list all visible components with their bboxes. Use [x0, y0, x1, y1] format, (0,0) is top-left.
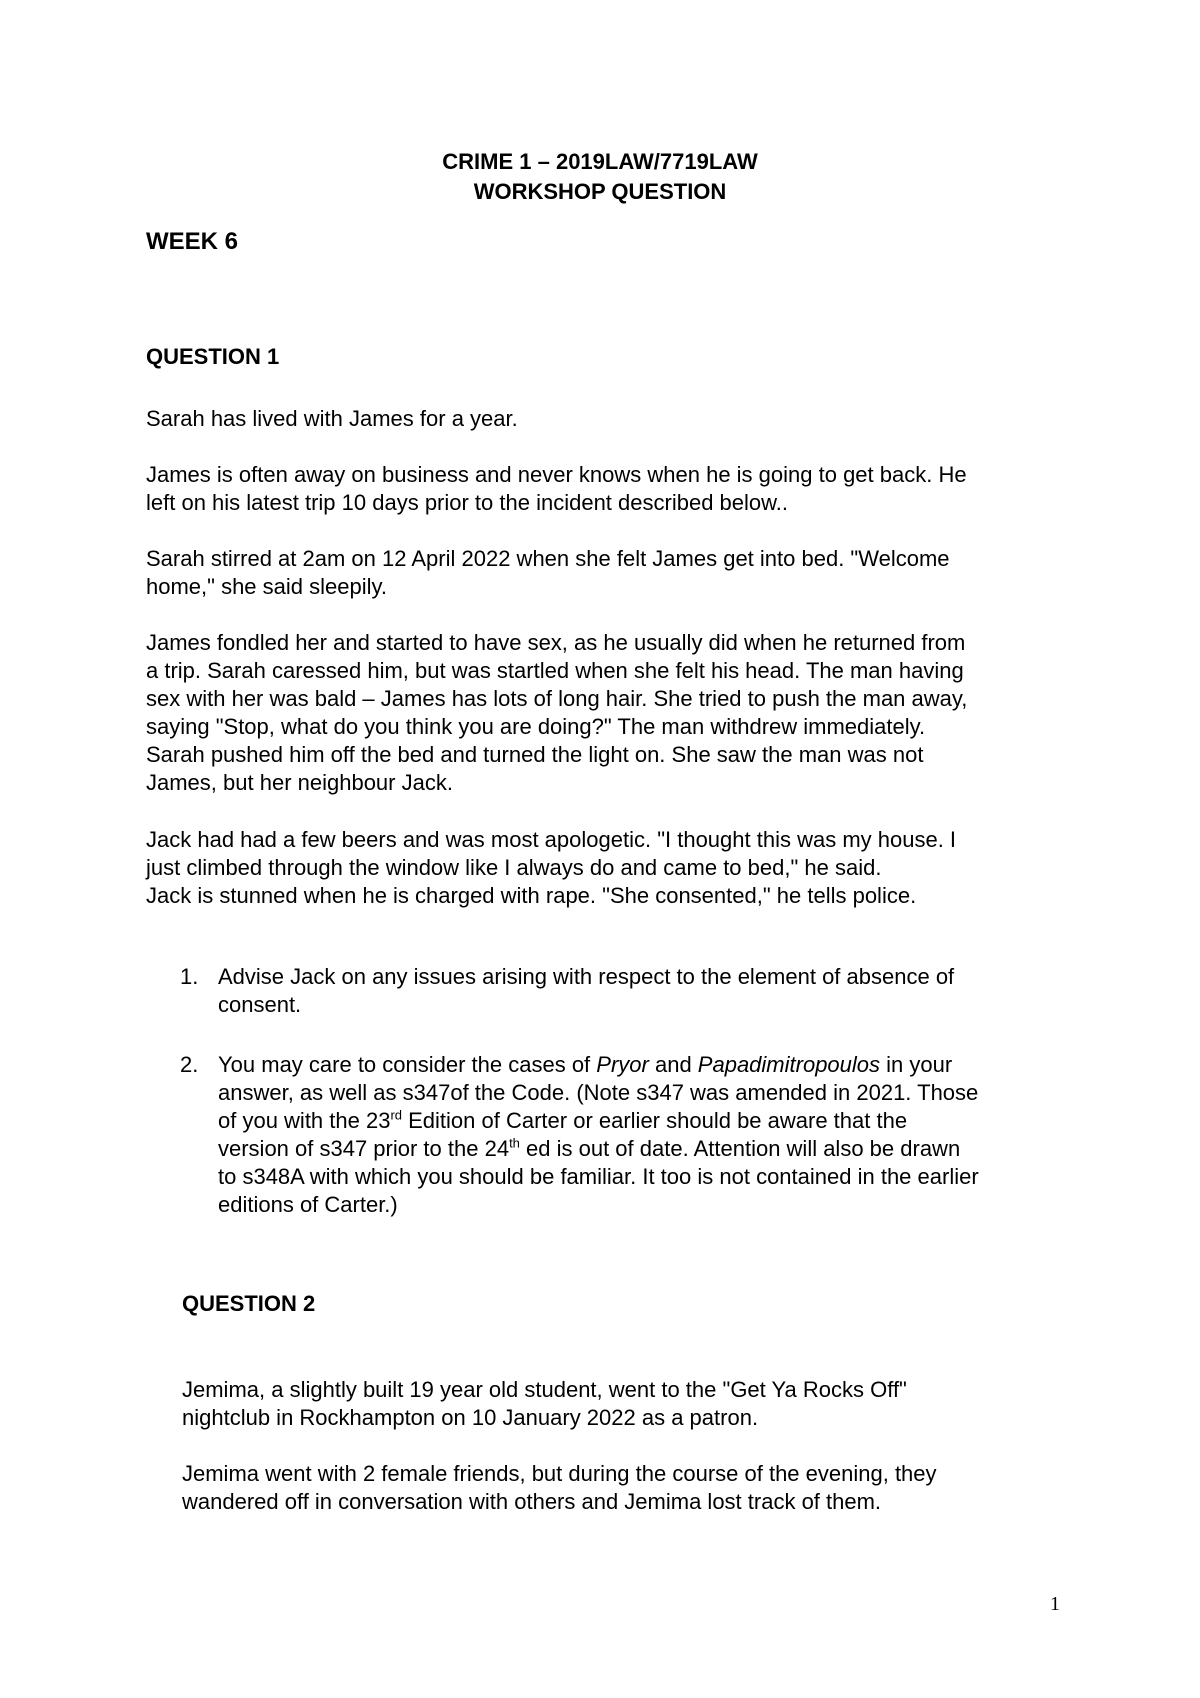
- q2-paragraph-2: [182, 1460, 1082, 1516]
- q2-paragraph-1: [182, 1376, 1082, 1432]
- text-run: version of s347 prior to the 24: [218, 1136, 510, 1161]
- text-line: consent.: [218, 992, 302, 1017]
- text-line: home," she said sleepily.: [146, 574, 387, 599]
- text-line: [218, 1051, 1098, 1079]
- document-subtitle: WORKSHOP QUESTION: [473, 179, 727, 204]
- text-run: of you with the 23: [218, 1108, 391, 1133]
- document-title: CRIME 1 – 2019LAW/7719LAW: [442, 149, 758, 174]
- text-run: ed is out of date. Attention will also be drawn: [519, 1136, 961, 1161]
- text-line: Sarah has lived with James for a year.: [146, 406, 518, 431]
- list-item-2: [180, 1051, 1080, 1219]
- q1-paragraph-2: [146, 461, 1076, 517]
- list-item-text: [218, 963, 1098, 1019]
- text-line: [218, 1107, 1098, 1135]
- text-line: Jemima, a slightly built 19 year old student, went to the "Get Ya Rocks Off": [182, 1377, 907, 1402]
- text-line: just climbed through the window like I always do and came to bed," he said.: [146, 855, 882, 880]
- list-item-text: [218, 1051, 1098, 1219]
- text-line: sex with her was bald – James has lots of long hair. She tried to push the man away,: [146, 686, 968, 711]
- question1-heading: QUESTION 1: [146, 344, 280, 369]
- text-run: You may care to consider the cases of: [218, 1052, 597, 1077]
- text-line: James, but her neighbour Jack.: [146, 770, 453, 795]
- question2-heading: QUESTION 2: [182, 1291, 316, 1316]
- text-line: Jack is stunned when he is charged with rape. "She consented," he tells police.: [146, 883, 917, 908]
- text-line: James fondled her and started to have sex, as he usually did when he returned from: [146, 630, 966, 655]
- text-run: Edition of Carter or earlier should be aware that the: [402, 1108, 908, 1133]
- text-line: Sarah stirred at 2am on 12 April 2022 when she felt James get into bed. "Welcome: [146, 546, 950, 571]
- text-line: a trip. Sarah caressed him, but was startled when she felt his head. The man having: [146, 658, 964, 683]
- text-line: Jemima went with 2 female friends, but during the course of the evening, they: [182, 1461, 937, 1486]
- text-line: James is often away on business and never knows when he is going to get back. He: [146, 462, 967, 487]
- text-run: in your: [880, 1052, 953, 1077]
- q1-paragraph-4: [146, 629, 1076, 797]
- text-line: Advise Jack on any issues arising with respect to the element of absence of: [218, 964, 955, 989]
- ordinal-superscript: rd: [390, 1107, 403, 1123]
- text-line: left on his latest trip 10 days prior to the incident described below..: [146, 490, 789, 515]
- case-name-pryor: Pryor: [596, 1052, 649, 1077]
- text-line: [218, 1135, 1098, 1163]
- text-line: saying "Stop, what do you think you are doing?" The man withdrew immediately.: [146, 714, 926, 739]
- text-line: editions of Carter.): [218, 1192, 398, 1217]
- text-line: Jack had had a few beers and was most apologetic. "I thought this was my house. I: [146, 827, 957, 852]
- text-run: and: [648, 1052, 698, 1077]
- page-number: 1: [1050, 1593, 1060, 1615]
- q1-paragraph-5: [146, 826, 1076, 910]
- ordinal-superscript: th: [509, 1135, 520, 1151]
- week-heading: WEEK 6: [146, 228, 239, 255]
- list-number: 1.: [180, 964, 199, 989]
- q1-paragraph-3: [146, 545, 1076, 601]
- text-line: nightclub in Rockhampton on 10 January 2022 as a patron.: [182, 1405, 759, 1430]
- list-number: 2.: [180, 1052, 199, 1077]
- text-line: Sarah pushed him off the bed and turned the light on. She saw the man was not: [146, 742, 924, 767]
- text-line: wandered off in conversation with others and Jemima lost track of them.: [182, 1489, 882, 1514]
- text-line: to s348A with which you should be familiar. It too is not contained in the earlier: [218, 1164, 979, 1189]
- q1-paragraph-1: [146, 405, 1076, 433]
- case-name-papadimitropoulos: Papadimitropoulos: [697, 1052, 881, 1077]
- text-line: answer, as well as s347of the Code. (Note s347 was amended in 2021. Those: [218, 1080, 979, 1105]
- list-item-1: [180, 963, 1080, 1019]
